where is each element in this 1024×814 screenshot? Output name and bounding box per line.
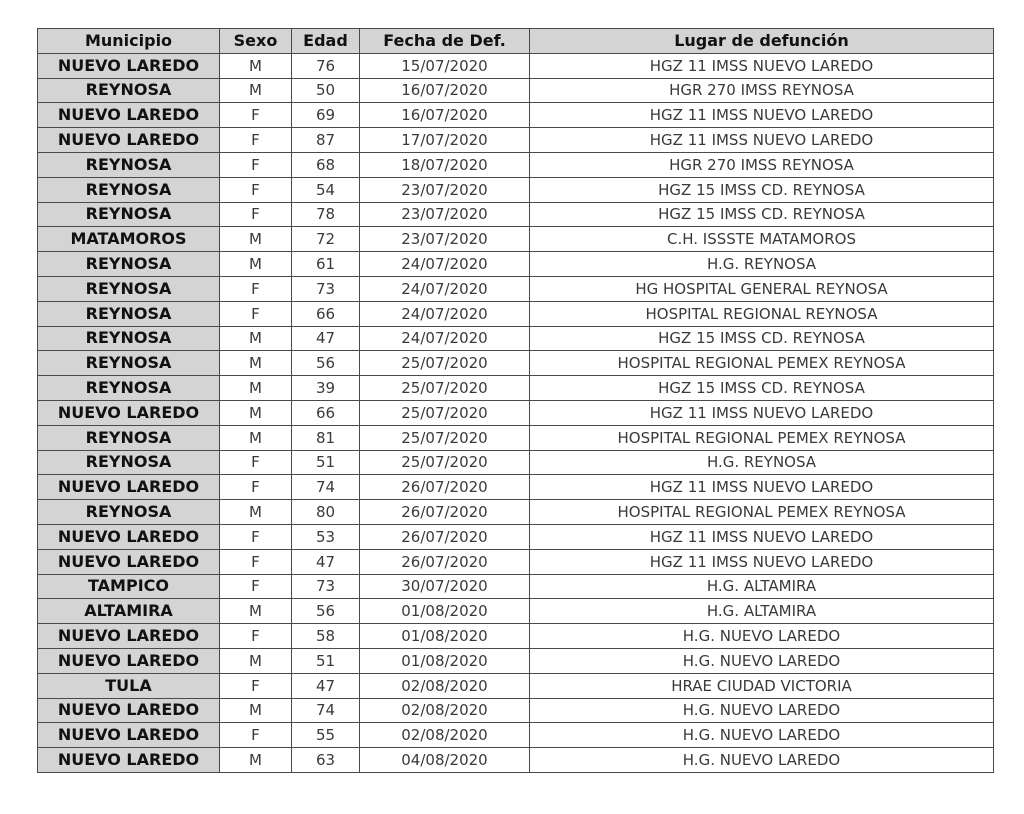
fecha-cell: 02/08/2020: [360, 673, 530, 698]
deaths-table-container: [37, 28, 994, 773]
sexo-cell: F: [220, 723, 292, 748]
fecha-cell: 26/07/2020: [360, 524, 530, 549]
header-municipio: Municipio: [38, 29, 220, 54]
sexo-cell: F: [220, 202, 292, 227]
table-row: [38, 276, 994, 301]
fecha-cell: 25/07/2020: [360, 351, 530, 376]
edad-cell: 58: [292, 624, 360, 649]
lugar-cell: H.G. ALTAMIRA: [530, 574, 994, 599]
table-row: [38, 152, 994, 177]
edad-cell: 51: [292, 648, 360, 673]
sexo-cell: F: [220, 450, 292, 475]
municipio-cell: REYNOSA: [38, 326, 220, 351]
fecha-cell: 01/08/2020: [360, 648, 530, 673]
sexo-cell: F: [220, 177, 292, 202]
municipio-cell: NUEVO LAREDO: [38, 723, 220, 748]
sexo-cell: F: [220, 276, 292, 301]
lugar-cell: HGZ 11 IMSS NUEVO LAREDO: [530, 475, 994, 500]
fecha-cell: 16/07/2020: [360, 103, 530, 128]
fecha-cell: 25/07/2020: [360, 376, 530, 401]
sexo-cell: M: [220, 227, 292, 252]
deaths-table: [37, 28, 994, 773]
edad-cell: 87: [292, 128, 360, 153]
edad-cell: 81: [292, 425, 360, 450]
lugar-cell: H.G. NUEVO LAREDO: [530, 748, 994, 773]
edad-cell: 51: [292, 450, 360, 475]
municipio-cell: REYNOSA: [38, 177, 220, 202]
edad-cell: 56: [292, 351, 360, 376]
header-edad: Edad: [292, 29, 360, 54]
edad-cell: 80: [292, 500, 360, 525]
table-body: [38, 53, 994, 772]
fecha-cell: 25/07/2020: [360, 450, 530, 475]
fecha-cell: 17/07/2020: [360, 128, 530, 153]
fecha-cell: 23/07/2020: [360, 202, 530, 227]
lugar-cell: HOSPITAL REGIONAL REYNOSA: [530, 301, 994, 326]
municipio-cell: NUEVO LAREDO: [38, 624, 220, 649]
table-row: [38, 351, 994, 376]
sexo-cell: M: [220, 252, 292, 277]
sexo-cell: M: [220, 648, 292, 673]
table-row: [38, 400, 994, 425]
municipio-cell: REYNOSA: [38, 202, 220, 227]
fecha-cell: 24/07/2020: [360, 252, 530, 277]
edad-cell: 78: [292, 202, 360, 227]
header-fecha: Fecha de Def.: [360, 29, 530, 54]
fecha-cell: 01/08/2020: [360, 599, 530, 624]
table-row: [38, 301, 994, 326]
fecha-cell: 01/08/2020: [360, 624, 530, 649]
sexo-cell: M: [220, 500, 292, 525]
edad-cell: 73: [292, 574, 360, 599]
table-row: [38, 128, 994, 153]
fecha-cell: 04/08/2020: [360, 748, 530, 773]
fecha-cell: 24/07/2020: [360, 326, 530, 351]
lugar-cell: H.G. NUEVO LAREDO: [530, 698, 994, 723]
lugar-cell: HGR 270 IMSS REYNOSA: [530, 152, 994, 177]
fecha-cell: 26/07/2020: [360, 549, 530, 574]
table-row: [38, 78, 994, 103]
fecha-cell: 24/07/2020: [360, 276, 530, 301]
sexo-cell: F: [220, 673, 292, 698]
edad-cell: 56: [292, 599, 360, 624]
sexo-cell: F: [220, 128, 292, 153]
fecha-cell: 02/08/2020: [360, 698, 530, 723]
sexo-cell: M: [220, 78, 292, 103]
municipio-cell: NUEVO LAREDO: [38, 103, 220, 128]
table-row: [38, 202, 994, 227]
lugar-cell: H.G. REYNOSA: [530, 450, 994, 475]
municipio-cell: REYNOSA: [38, 301, 220, 326]
table-row: [38, 549, 994, 574]
header-sexo: Sexo: [220, 29, 292, 54]
table-row: [38, 177, 994, 202]
lugar-cell: HGZ 11 IMSS NUEVO LAREDO: [530, 524, 994, 549]
table-row: [38, 648, 994, 673]
municipio-cell: REYNOSA: [38, 450, 220, 475]
municipio-cell: NUEVO LAREDO: [38, 128, 220, 153]
municipio-cell: NUEVO LAREDO: [38, 698, 220, 723]
sexo-cell: M: [220, 400, 292, 425]
sexo-cell: F: [220, 301, 292, 326]
lugar-cell: HOSPITAL REGIONAL PEMEX REYNOSA: [530, 500, 994, 525]
lugar-cell: H.G. NUEVO LAREDO: [530, 723, 994, 748]
table-header-row: [38, 29, 994, 54]
municipio-cell: NUEVO LAREDO: [38, 549, 220, 574]
municipio-cell: NUEVO LAREDO: [38, 748, 220, 773]
fecha-cell: 15/07/2020: [360, 53, 530, 78]
municipio-cell: MATAMOROS: [38, 227, 220, 252]
edad-cell: 47: [292, 549, 360, 574]
sexo-cell: F: [220, 475, 292, 500]
lugar-cell: HGR 270 IMSS REYNOSA: [530, 78, 994, 103]
municipio-cell: REYNOSA: [38, 152, 220, 177]
municipio-cell: REYNOSA: [38, 78, 220, 103]
lugar-cell: HGZ 15 IMSS CD. REYNOSA: [530, 376, 994, 401]
lugar-cell: H.G. ALTAMIRA: [530, 599, 994, 624]
table-row: [38, 624, 994, 649]
sexo-cell: M: [220, 53, 292, 78]
lugar-cell: H.G. REYNOSA: [530, 252, 994, 277]
fecha-cell: 24/07/2020: [360, 301, 530, 326]
table-row: [38, 723, 994, 748]
lugar-cell: HOSPITAL REGIONAL PEMEX REYNOSA: [530, 425, 994, 450]
edad-cell: 55: [292, 723, 360, 748]
lugar-cell: H.G. NUEVO LAREDO: [530, 624, 994, 649]
fecha-cell: 26/07/2020: [360, 475, 530, 500]
edad-cell: 69: [292, 103, 360, 128]
edad-cell: 53: [292, 524, 360, 549]
municipio-cell: NUEVO LAREDO: [38, 524, 220, 549]
sexo-cell: F: [220, 524, 292, 549]
edad-cell: 47: [292, 326, 360, 351]
fecha-cell: 23/07/2020: [360, 227, 530, 252]
table-row: [38, 698, 994, 723]
edad-cell: 72: [292, 227, 360, 252]
sexo-cell: M: [220, 351, 292, 376]
municipio-cell: NUEVO LAREDO: [38, 53, 220, 78]
fecha-cell: 25/07/2020: [360, 425, 530, 450]
lugar-cell: HGZ 11 IMSS NUEVO LAREDO: [530, 400, 994, 425]
lugar-cell: HGZ 15 IMSS CD. REYNOSA: [530, 202, 994, 227]
lugar-cell: HOSPITAL REGIONAL PEMEX REYNOSA: [530, 351, 994, 376]
sexo-cell: F: [220, 152, 292, 177]
table-row: [38, 425, 994, 450]
table-row: [38, 574, 994, 599]
fecha-cell: 26/07/2020: [360, 500, 530, 525]
municipio-cell: REYNOSA: [38, 276, 220, 301]
lugar-cell: HGZ 15 IMSS CD. REYNOSA: [530, 177, 994, 202]
edad-cell: 54: [292, 177, 360, 202]
edad-cell: 66: [292, 400, 360, 425]
edad-cell: 68: [292, 152, 360, 177]
fecha-cell: 02/08/2020: [360, 723, 530, 748]
municipio-cell: ALTAMIRA: [38, 599, 220, 624]
sexo-cell: M: [220, 748, 292, 773]
edad-cell: 63: [292, 748, 360, 773]
municipio-cell: REYNOSA: [38, 351, 220, 376]
table-row: [38, 252, 994, 277]
table-row: [38, 326, 994, 351]
fecha-cell: 16/07/2020: [360, 78, 530, 103]
fecha-cell: 25/07/2020: [360, 400, 530, 425]
sexo-cell: F: [220, 574, 292, 599]
lugar-cell: H.G. NUEVO LAREDO: [530, 648, 994, 673]
municipio-cell: REYNOSA: [38, 376, 220, 401]
lugar-cell: C.H. ISSSTE MATAMOROS: [530, 227, 994, 252]
lugar-cell: HRAE CIUDAD VICTORIA: [530, 673, 994, 698]
table-row: [38, 748, 994, 773]
table-row: [38, 103, 994, 128]
edad-cell: 76: [292, 53, 360, 78]
fecha-cell: 23/07/2020: [360, 177, 530, 202]
edad-cell: 74: [292, 475, 360, 500]
lugar-cell: HGZ 11 IMSS NUEVO LAREDO: [530, 53, 994, 78]
sexo-cell: M: [220, 599, 292, 624]
sexo-cell: M: [220, 698, 292, 723]
municipio-cell: NUEVO LAREDO: [38, 648, 220, 673]
table-row: [38, 450, 994, 475]
table-row: [38, 673, 994, 698]
sexo-cell: M: [220, 326, 292, 351]
edad-cell: 66: [292, 301, 360, 326]
lugar-cell: HGZ 11 IMSS NUEVO LAREDO: [530, 103, 994, 128]
fecha-cell: 18/07/2020: [360, 152, 530, 177]
edad-cell: 47: [292, 673, 360, 698]
sexo-cell: M: [220, 425, 292, 450]
edad-cell: 74: [292, 698, 360, 723]
municipio-cell: REYNOSA: [38, 500, 220, 525]
municipio-cell: REYNOSA: [38, 252, 220, 277]
lugar-cell: HGZ 11 IMSS NUEVO LAREDO: [530, 549, 994, 574]
lugar-cell: HGZ 11 IMSS NUEVO LAREDO: [530, 128, 994, 153]
sexo-cell: F: [220, 624, 292, 649]
table-row: [38, 500, 994, 525]
lugar-cell: HG HOSPITAL GENERAL REYNOSA: [530, 276, 994, 301]
municipio-cell: REYNOSA: [38, 425, 220, 450]
table-row: [38, 227, 994, 252]
sexo-cell: F: [220, 103, 292, 128]
sexo-cell: M: [220, 376, 292, 401]
table-row: [38, 524, 994, 549]
sexo-cell: F: [220, 549, 292, 574]
municipio-cell: TULA: [38, 673, 220, 698]
table-row: [38, 475, 994, 500]
table-row: [38, 376, 994, 401]
edad-cell: 50: [292, 78, 360, 103]
edad-cell: 61: [292, 252, 360, 277]
table-row: [38, 599, 994, 624]
municipio-cell: TAMPICO: [38, 574, 220, 599]
header-lugar: Lugar de defunción: [530, 29, 994, 54]
edad-cell: 39: [292, 376, 360, 401]
lugar-cell: HGZ 15 IMSS CD. REYNOSA: [530, 326, 994, 351]
table-row: [38, 53, 994, 78]
municipio-cell: NUEVO LAREDO: [38, 475, 220, 500]
municipio-cell: NUEVO LAREDO: [38, 400, 220, 425]
fecha-cell: 30/07/2020: [360, 574, 530, 599]
edad-cell: 73: [292, 276, 360, 301]
